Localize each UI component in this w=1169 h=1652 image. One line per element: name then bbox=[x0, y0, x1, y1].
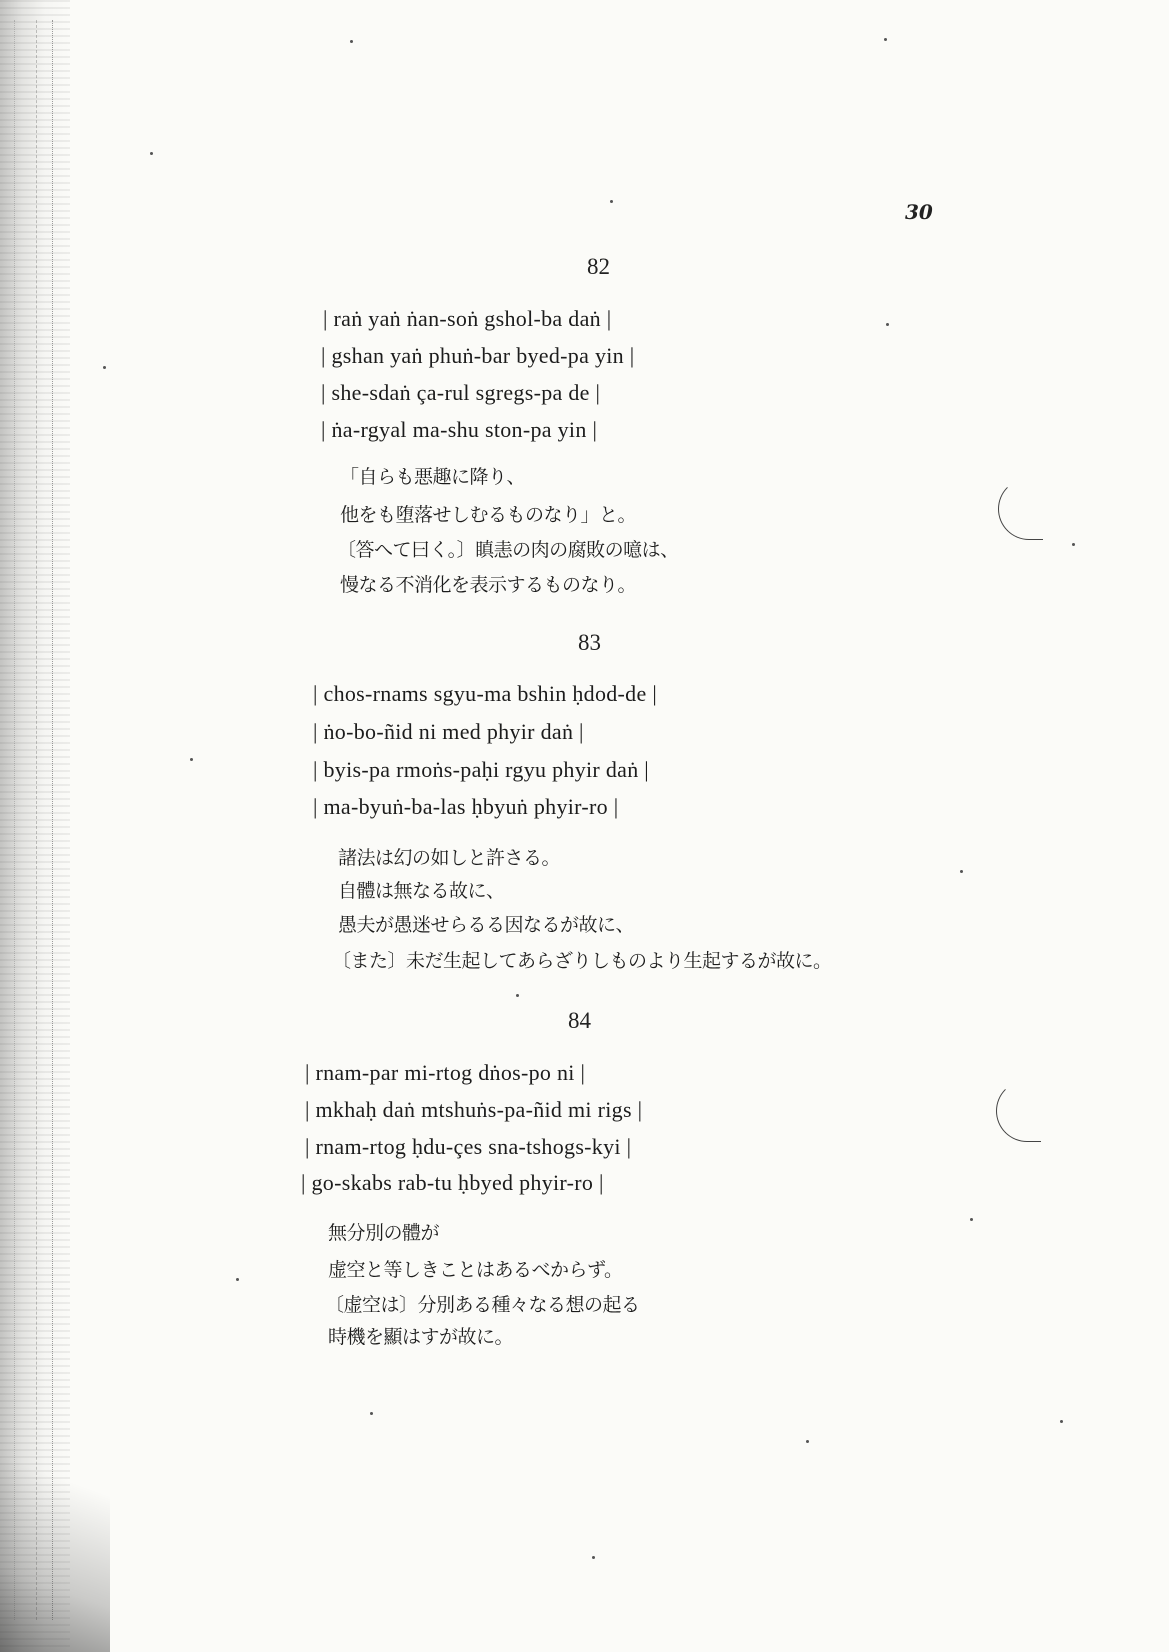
scan-speck bbox=[960, 870, 963, 873]
tibetan-line: | gshan yaṅ phuṅ-bar byed-pa yin | bbox=[321, 343, 635, 368]
binding-line bbox=[14, 20, 15, 1620]
tibetan-line: | rnam-rtog ḥdu-çes sna-tshogs-kyi | bbox=[305, 1134, 632, 1159]
tibetan-line: | go-skabs rab-tu ḥbyed phyir-ro | bbox=[301, 1170, 604, 1195]
tibetan-line: | she-sdaṅ ça-rul sgregs-pa de | bbox=[321, 380, 601, 405]
verse-number: 84 bbox=[568, 1008, 591, 1033]
binding-corner-shadow bbox=[0, 1412, 110, 1652]
tibetan-line: | raṅ yaṅ ṅan-soṅ gshol-ba daṅ | bbox=[323, 306, 612, 331]
binding-line bbox=[36, 20, 37, 1620]
scan-speck bbox=[1060, 1420, 1063, 1423]
japanese-line: 無分別の體が bbox=[328, 1222, 440, 1244]
japanese-line: 他をも堕落せしむるものなり」と。 bbox=[340, 504, 637, 526]
japanese-line: 諸法は幻の如しと許さる。 bbox=[338, 847, 561, 869]
scan-speck bbox=[592, 1556, 595, 1559]
scan-speck bbox=[150, 152, 153, 155]
tibetan-line: | ṅo-bo-ñid ni med phyir daṅ | bbox=[313, 719, 584, 744]
scan-speck bbox=[886, 323, 889, 326]
scan-speck bbox=[806, 1440, 809, 1443]
scan-speck bbox=[103, 366, 106, 369]
scan-speck bbox=[350, 40, 353, 43]
tibetan-line: | chos-rnams sgyu-ma bshin ḥdod-de | bbox=[313, 681, 658, 706]
verse-number: 82 bbox=[587, 254, 610, 279]
scan-speck bbox=[610, 200, 613, 203]
japanese-line: 〔答へて曰く。〕瞋恚の肉の腐敗の噫は、 bbox=[337, 539, 679, 561]
japanese-line: 「自らも悪趣に降り、 bbox=[340, 466, 526, 488]
scan-speck bbox=[236, 1278, 239, 1281]
verse-number: 83 bbox=[578, 630, 601, 655]
scan-speck bbox=[970, 1218, 973, 1221]
tibetan-line: | mkhaḥ daṅ mtshuṅs-pa-ñid mi rigs | bbox=[305, 1097, 643, 1122]
binding-line bbox=[52, 20, 53, 1620]
margin-bracket-mark bbox=[996, 1080, 1041, 1142]
scan-speck bbox=[884, 38, 887, 41]
binding-edge-shadow bbox=[0, 0, 70, 1652]
japanese-line: 慢なる不消化を表示するものなり。 bbox=[340, 574, 637, 596]
tibetan-line: | rnam-par mi-rtog dṅos-po ni | bbox=[305, 1060, 586, 1085]
japanese-line: 〔また〕未だ生起してあらざりしものより生起するが故に。 bbox=[332, 950, 832, 972]
scan-speck bbox=[370, 1412, 373, 1415]
page-number: 30 bbox=[905, 200, 933, 224]
tibetan-line: | ma-byuṅ-ba-las ḥbyuṅ phyir-ro | bbox=[313, 794, 619, 819]
scan-speck bbox=[1072, 543, 1075, 546]
japanese-line: 時機を顯はすが故に。 bbox=[328, 1326, 514, 1348]
tibetan-line: | byis-pa rmoṅs-paḥi rgyu phyir daṅ | bbox=[313, 757, 650, 782]
japanese-line: 愚夫が愚迷せらるる因なるが故に、 bbox=[338, 914, 635, 936]
japanese-line: 虚空と等しきことはあるべからず。 bbox=[328, 1259, 623, 1281]
tibetan-line: | ṅa-rgyal ma-shu ston-pa yin | bbox=[321, 417, 598, 442]
japanese-line: 自體は無なる故に、 bbox=[338, 880, 505, 902]
margin-bracket-mark bbox=[998, 478, 1043, 540]
scan-speck bbox=[516, 994, 519, 997]
scan-speck bbox=[190, 758, 193, 761]
japanese-line: 〔虚空は〕分別ある種々なる想の起る bbox=[325, 1294, 640, 1316]
